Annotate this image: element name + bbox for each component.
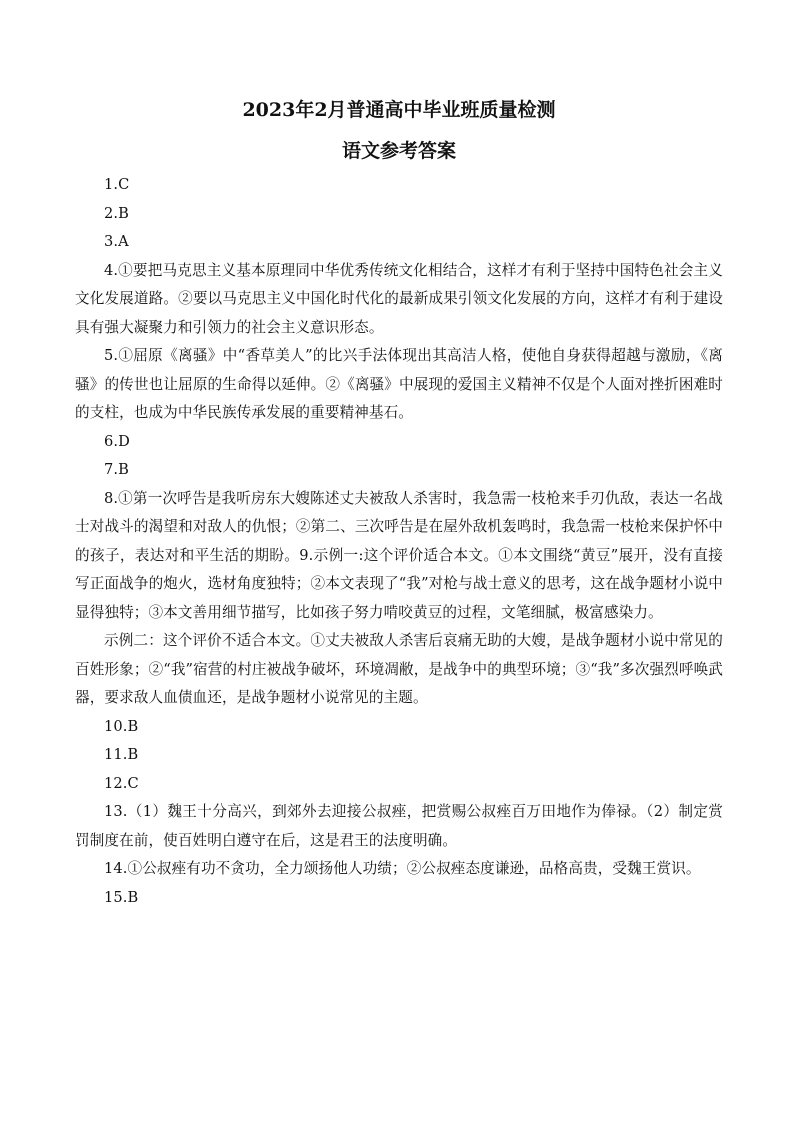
answer-4: 4.①要把马克思主义基本原理同中华优秀传统文化相结合，这样才有利于坚持中国特色社会主义文化发展道路。②要以马克思主义中国化时代化的最新成果引领文化发展的方向，这样才有利于建设具有强大凝聚力和引领力的社会主义意识形态。: [75, 261, 723, 336]
answer-3: 3.A: [104, 233, 129, 250]
answer-12: 12.C: [104, 774, 139, 792]
page-title: 2023年2月普通高中毕业班质量检测: [242, 99, 556, 121]
answer-9-example-2: 示例二：这个评价不适合本文。①丈夫被敌人杀害后哀痛无助的大嫂，是战争题材小说中常见的百姓形象；②“我”宿营的村庄被战争破坏，环境凋敝，是战争中的典型环境；③“我”多次强烈呼唤武器，要求敌人血债血还，是战争题材小说常见的主题。: [75, 632, 723, 706]
answer-10: 10.B: [104, 717, 139, 735]
answer-14: 14.①公叔痤有功不贪功，全力颂扬他人功绩；②公叔痤态度谦逊，品格高贵，受魏王赏识。: [104, 860, 701, 877]
answer-sheet-page: [75, 96, 723, 912]
answer-13: 13.（1）魏王十分高兴，到郊外去迎接公叔痤，把赏赐公叔痤百万田地作为俸禄。（2）制定赏罚制度在前，使百姓明白遵守在后，这是君王的法度明确。: [75, 803, 723, 849]
answer-8-9: 8.①第一次呼告是我听房东大嫂陈述丈夫被敌人杀害时，我急需一枝枪来手刃仇敌，表达一名战士对战斗的渴望和对敌人的仇恨；②第二、三次呼告是在屋外敌机轰鸣时，我急需一枝枪来保护怀中的孩子，表达对和平生活的期盼。9.示例一:这个评价适合本文。①本文围绕“黄豆”展开，没有直接写正面战争的炮火，选材角度独特；②本文表现了“我”对枪与战士意义的思考，这在战争题材小说中显得独特；③本文善用细节描写，比如孩子努力啃咬黄豆的过程，文笔细腻，极富感染力。: [75, 489, 723, 621]
answer-2: 2.B: [104, 204, 129, 222]
answer-11: 11.B: [104, 746, 139, 763]
answer-1: 1.C: [104, 176, 130, 193]
answer-15: 15.B: [104, 888, 139, 906]
answer-6: 6.D: [104, 432, 130, 450]
answer-list: [75, 171, 723, 912]
answer-5: 5.①屈原《离骚》中“香草美人”的比兴手法体现出其高洁人格，使他自身获得超越与激励，《离骚》的传世也让屈原的生命得以延伸。②《离骚》中展现的爱国主义精神不仅是个人面对挫折困难时的支柱，也成为中华民族传承发展的重要精神基石。: [75, 347, 723, 421]
answer-7: 7.B: [104, 461, 129, 478]
page-subtitle: 语文参考答案: [341, 140, 456, 162]
